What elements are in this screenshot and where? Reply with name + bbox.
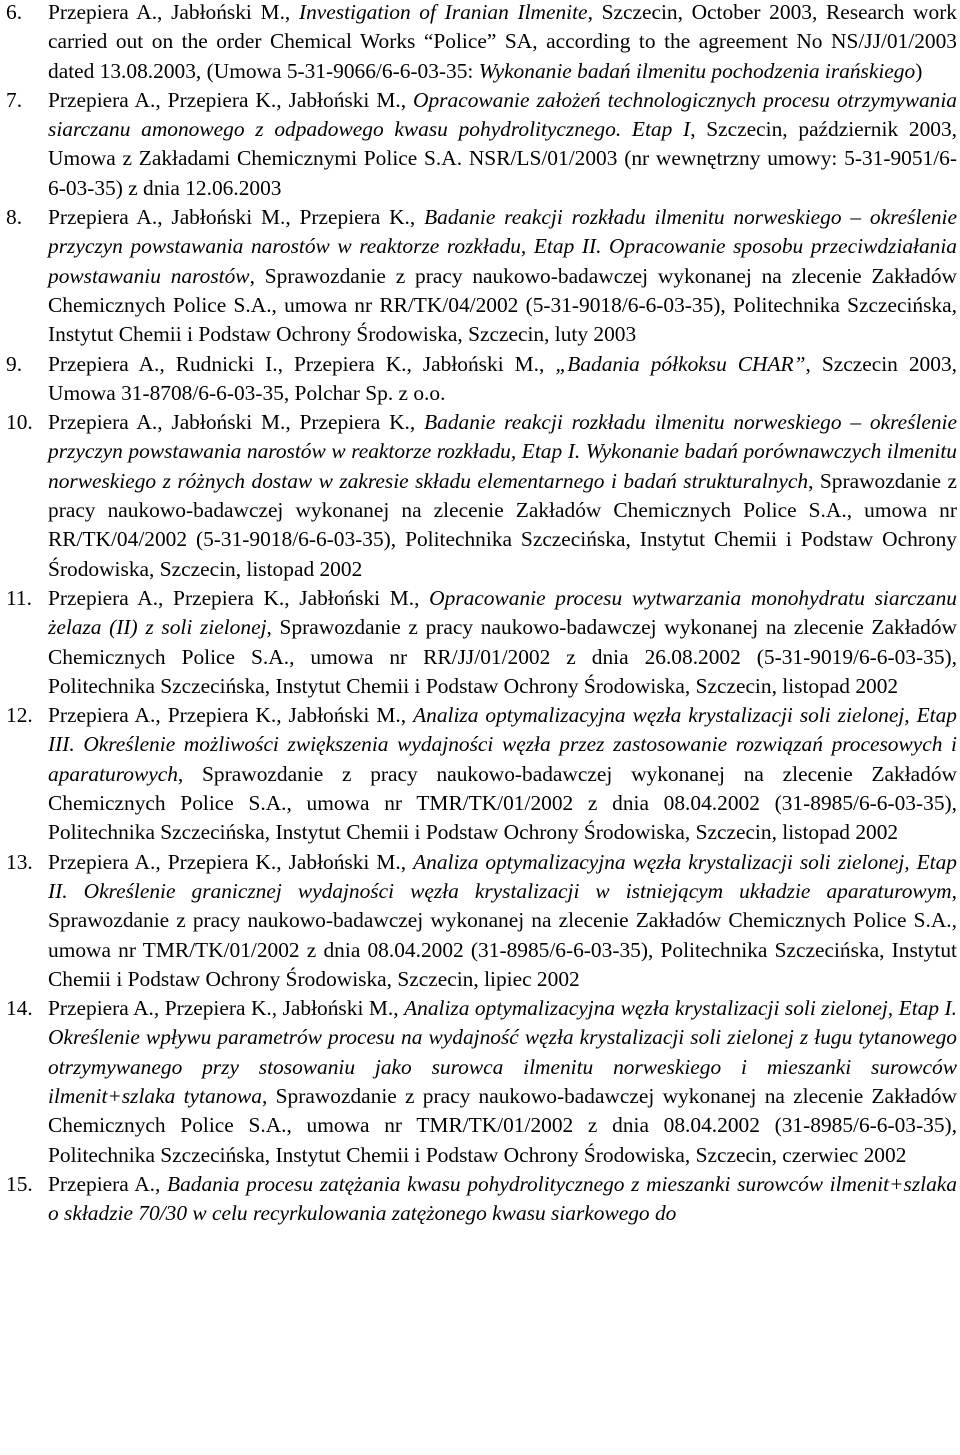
reference-number: 8. xyxy=(6,205,23,230)
reference-text: , Szczecin, October 2003, Research work carried out on the order Chemical Works “Police” SA, according to the agreement No NS/JJ/01/2003 dated 13.08.2003, (Umowa 5-31-9066/6-6-03-35: xyxy=(48,0,958,83)
reference-text: , Sprawozdanie z pracy naukowo-badawczej wykonanej na zlecenie Zakładów Chemicznych Police S.A., umowa nr RR/JJ/01/2002 z dnia 26.08.2002 (5-31-9019/6-6-03-35), Politechnika Szczecińska, Instytut Chemii i Podstaw Ochrony Środowiska, Szczecin, listopad 2002 xyxy=(48,615,958,698)
reference-title: Analiza optymalizacyjna węzła krystalizacji soli zielonej, Etap III. Określenie możliwości zwiększenia wydajności węzła przez zastosowanie rozwiązań procesowych i aparaturowych xyxy=(48,703,958,786)
reference-text: , Sprawozdanie z pracy naukowo-badawczej wykonanej na zlecenie Zakładów Chemicznych Police S.A., umowa nr TMR/TK/01/2002 z dnia 08.04.2002 (31-8985/6-6-03-35), Politechnika Szczecińska, Instytut Chemii i Podstaw Ochrony Środowiska, Szczecin, listopad 2002 xyxy=(48,761,957,845)
reference-item xyxy=(0,994,960,1170)
reference-item xyxy=(0,584,960,701)
reference-text: Przepiera A., xyxy=(48,1171,167,1196)
reference-title: Analiza optymalizacyjna węzła krystalizacji soli zielonej, Etap II. Określenie granicznej wydajności węzła krystalizacji w istniejącym układzie aparaturowym xyxy=(48,849,958,903)
reference-title: „Badania półkoksu CHAR” xyxy=(555,351,806,376)
reference-title: Wykonanie badań ilmenitu pochodzenia irańskiego xyxy=(478,58,916,83)
reference-number: 11. xyxy=(6,585,32,610)
reference-title: Badanie reakcji rozkładu ilmenitu norweskiego – określenie przyczyn powstawania narostów w reaktorze rozkładu, Etap I. Wykonanie badań porównawczych ilmenitu norweskiego z różnych dostaw w zakresie składu elementarnego i badań strukturalnych xyxy=(48,410,957,493)
reference-title: Analiza optymalizacyjna węzła krystalizacji soli zielonej, Etap I. Określenie wpływu parametrów procesu na wydajność węzła krystalizacji soli zielonej z ługu tytanowego otrzymywanego przy stosowaniu jako surowca ilmenitu norweskiego i mieszanki surowców ilmenit+szlaka tytanowa xyxy=(48,996,957,1108)
reference-text: , Sprawozdanie z pracy naukowo-badawczej wykonanej na zlecenie Zakładów Chemicznych Police S.A., umowa nr TMR/TK/01/2002 z dnia 08.04.2002 (31-8985/6-6-03-35), Politechnika Szczecińska, Instytut Chemii i Podstaw Ochrony Środowiska, Szczecin, czerwiec 2002 xyxy=(48,1083,957,1167)
reference-number: 9. xyxy=(6,351,23,376)
reference-title: Badania procesu zatężania kwasu pohydrolitycznego z mieszanki surowców ilmenit+szlaka o składzie 70/30 w celu recyrkulowania zatężonego kwasu siarkowego do xyxy=(48,1171,957,1226)
reference-text: , Szczecin 2003, Umowa 31-8708/6-6-03-35, Polchar Sp. z o.o. xyxy=(48,351,957,405)
reference-title: Opracowanie założeń technologicznych procesu otrzymywania siarczanu amonowego z odpadowego kwasu pohydrolitycznego. Etap I xyxy=(48,87,958,142)
reference-number: 6. xyxy=(6,0,23,24)
reference-item xyxy=(0,1170,960,1229)
reference-title: Opracowanie procesu wytwarzania monohydratu siarczanu żelaza (II) z soli zielonej xyxy=(48,585,957,640)
reference-number: 10. xyxy=(6,410,33,435)
reference-text: Przepiera A., Jabłoński M., xyxy=(48,0,299,24)
reference-text: ) xyxy=(915,58,923,83)
reference-number: 15. xyxy=(6,1171,33,1196)
reference-text: Przepiera A., Przepiera K., Jabłoński M., xyxy=(48,703,414,728)
reference-text: , Sprawozdanie z pracy naukowo-badawczej wykonanej na zlecenie Zakładów Chemicznych Police S.A., umowa nr TMR/TK/01/2002 z dnia 08.04.2002 (31-8985/6-6-03-35), Politechnika Szczecińska, Instytut Chemii i Podstaw Ochrony Środowiska, Szczecin, lipiec 2002 xyxy=(48,878,957,991)
reference-text: Przepiera A., Przepiera K., Jabłoński M., xyxy=(48,849,414,874)
reference-item xyxy=(0,848,960,994)
reference-text: , Sprawozdanie z pracy naukowo-badawczej wykonanej na zlecenie Zakładów Chemicznych Police S.A., umowa nr RR/TK/04/2002 (5-31-9018/6-6-03-35), Politechnika Szczecińska, Instytut Chemii i Podstaw Ochrony Środowiska, Szczecin, luty 2003 xyxy=(48,263,957,347)
reference-item xyxy=(0,0,960,86)
reference-text: Przepiera A., Jabłoński M., Przepiera K., xyxy=(48,205,425,230)
reference-title: Investigation of Iranian Ilmenite xyxy=(298,0,588,24)
reference-text: Przepiera A., Jabłoński M., Przepiera K., xyxy=(48,410,425,435)
reference-number: 7. xyxy=(6,87,23,112)
reference-text: Przepiera A., Przepiera K., Jabłoński M., xyxy=(48,996,405,1021)
reference-item xyxy=(0,350,960,409)
reference-text: Przepiera A., Przepiera K., Jabłoński M., xyxy=(48,585,430,610)
reference-item xyxy=(0,701,960,847)
reference-item xyxy=(0,408,960,584)
reference-text: Przepiera A., Przepiera K., Jabłoński M., xyxy=(48,87,414,112)
reference-text: Przepiera A., Rudnicki I., Przepiera K., Jabłoński M., xyxy=(48,351,556,376)
reference-number: 13. xyxy=(6,849,33,874)
reference-number: 12. xyxy=(6,703,33,728)
reference-item xyxy=(0,86,960,203)
reference-title: Badanie reakcji rozkładu ilmenitu norweskiego – określenie przyczyn powstawania narostów w reaktorze rozkładu, Etap II. Opracowanie sposobu przeciwdziałania powstawaniu narostów xyxy=(48,205,957,288)
reference-text: , Szczecin, październik 2003, Umowa z Zakładami Chemicznymi Police S.A. NSR/LS/01/2003 (nr wewnętrzny umowy: 5-31-9051/6-6-03-35) z dnia 12.06.2003 xyxy=(48,117,958,200)
reference-item xyxy=(0,203,960,349)
reference-number: 14. xyxy=(6,996,33,1021)
reference-text: , Sprawozdanie z pracy naukowo-badawczej wykonanej na zlecenie Zakładów Chemicznych Police S.A., umowa nr RR/TK/04/2002 (5-31-9018/6-6-03-35), Politechnika Szczecińska, Instytut Chemii i Podstaw Ochrony Środowiska, Szczecin, listopad 2002 xyxy=(48,468,957,581)
